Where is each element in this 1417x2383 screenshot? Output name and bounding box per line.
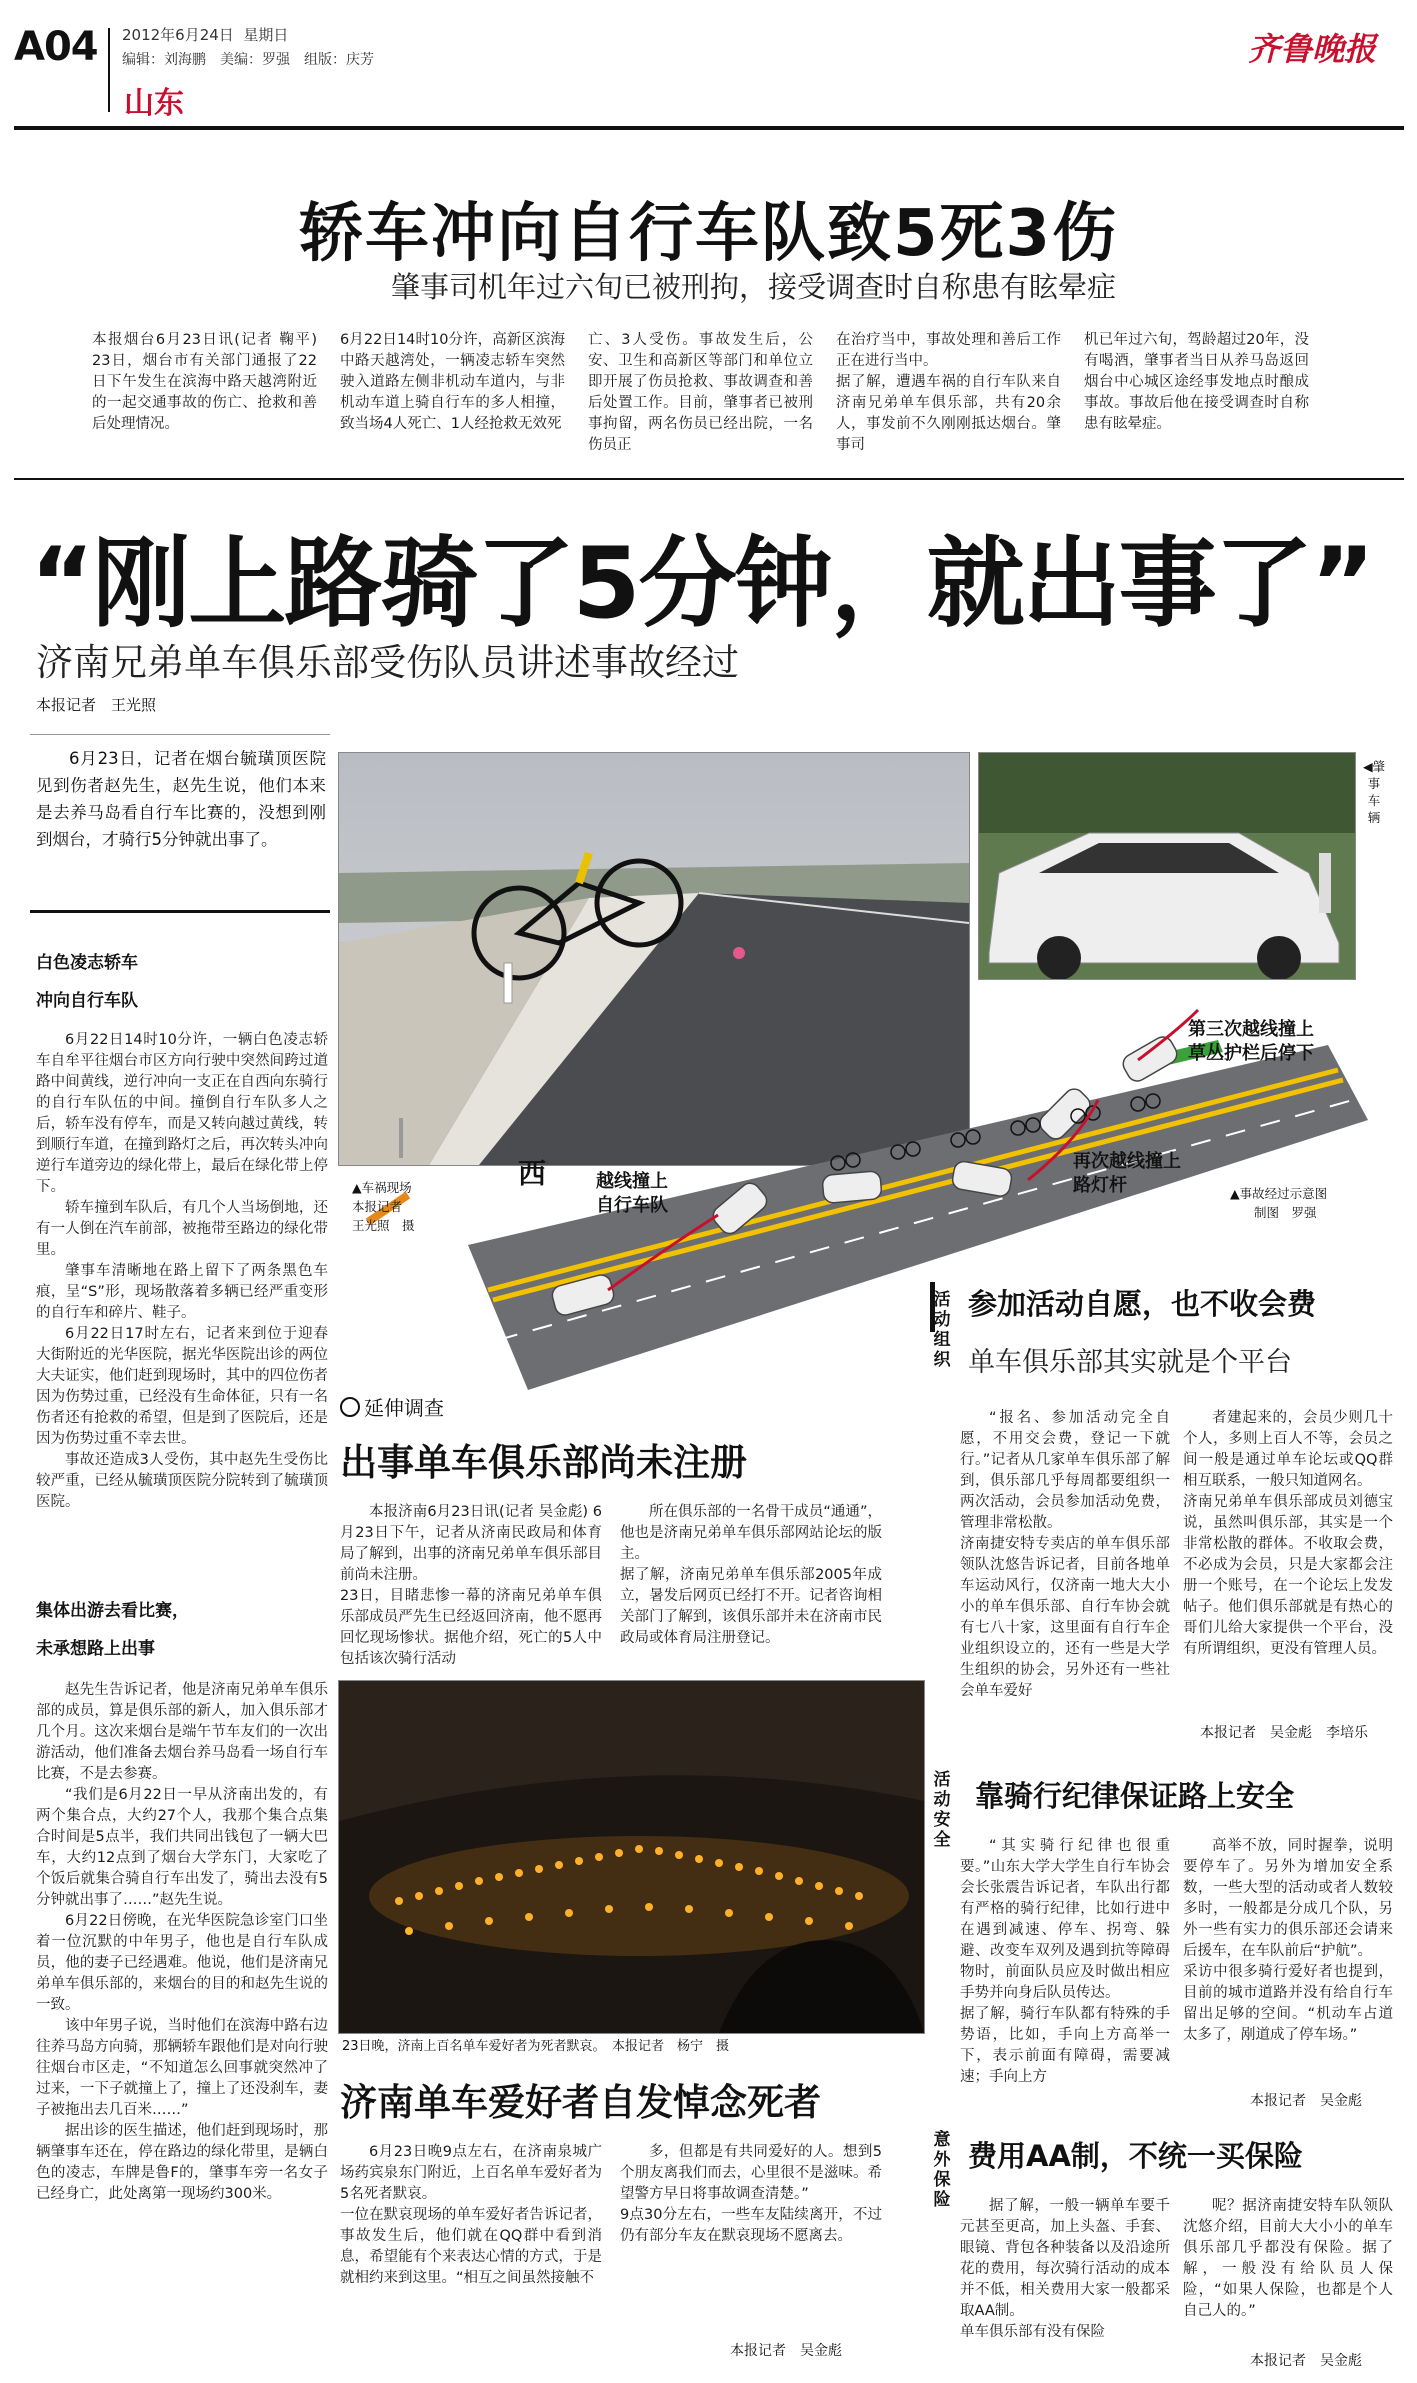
paper-name: 齐鲁晚报 <box>1248 30 1377 68</box>
diagram-caption-2: 制图 罗强 <box>1254 1205 1317 1220</box>
story2-subhead-2a: 集体出游去看比赛， <box>36 1601 189 1621</box>
kicker-text: 延伸调查 <box>364 1396 444 1420</box>
diagram-caption-1: ▲事故经过示意图 <box>1230 1186 1328 1201</box>
vigil-photo <box>338 1680 925 2034</box>
story2-p1: 6月22日14时10分许，一辆白色凌志轿车自牟平往烟台市区方向行驶中突然间跨过道路中间黄线，逆行冲向一支正在自西向东骑行的自行车队伍的中间。撞倒自行车队多人之后，轿车没有停车，而是又转向越过黄线，转到顺行车道，在撞到路灯之后，再次转头冲向逆行车道旁边的绿化带上，最后在绿化带上停下。 <box>36 1032 328 1195</box>
story4-col-2: 多，但都是有共同爱好的人。想到5个朋友离我们而去，心里很不是滋味。希望警方早日将事故调查清楚。” 9点30分左右，一些车友陆续离开，不过仍有部分车友在默哀现场不愿离去。 <box>620 2144 882 2244</box>
story3-kicker <box>340 1392 444 1421</box>
diagram-label-3: 第三次越线撞上 草丛护栏后停下 <box>1188 1019 1314 1064</box>
section-name: 山东 <box>124 86 184 121</box>
side3-col-2: 呢？据济南捷安特车队领队沈悠介绍，目前大大小小的单车俱乐部几乎都没有保险。据了解，一般没有给队员人保险，“如果人保险，也都是个人自己人的。” <box>1183 2198 1393 2319</box>
vigil-caption: 23日晚，济南上百名单车爱好者为死者默哀。 本报记者 杨宁 摄 <box>342 2039 730 2054</box>
story2-p10: 据出诊的医生描述，他们赶到现场时，那辆肇事车还在，停在路边的绿化带里，是辆白色的凌志，车牌是鲁F的，肇事车旁一名女子已经身亡，此处离第一现场约300米。 <box>36 2123 328 2202</box>
story3-col-1: 本报济南6月23日讯(记者 吴金彪) 6月23日下午，记者从济南民政局和体育局了解到，出事的济南兄弟单车俱乐部目前尚未注册。 23日，目睹悲惨一幕的济南兄弟单车俱乐部成员严先生已经返回济南，他不愿再回忆现场惨状。据他介绍，死亡的5人中包括该次骑行活动 <box>340 1504 602 1667</box>
story2-subhead-2b: 未承想路上出事 <box>36 1639 155 1659</box>
lead-top-rule <box>30 734 330 735</box>
side2-title: 靠骑行纪律保证路上安全 <box>975 1779 1295 1813</box>
page-code: A04 <box>14 24 98 70</box>
side3-tag: 意外保险 <box>933 2130 951 2210</box>
side2-col-2: 高举不放，同时握拳，说明要停车了。另外为增加安全系数，一些大型的活动或者人数较多时，一般都是分成几个队，另外一些有实力的俱乐部还会请来后援车，在车队前后“护航”。 采访中很多骑行爱好者也提到，目前的城市道路并没有给自行车留出足够的空间。“机动车占道太多了，剐道成了停车场。” <box>1183 1838 1393 2043</box>
story1-col-5: 机已年过六旬，驾龄超过20年，没有喝酒，肇事者当日从养马岛返回烟台中心城区途经事发地点时酿成事故。事故后他在接受调查时自称患有眩晕症。 <box>1084 332 1309 432</box>
story3-title: 出事单车俱乐部尚未注册 <box>340 1441 747 1484</box>
header-editors: 编辑：刘海鹏 美编：罗强 组版：庆芳 <box>122 52 374 68</box>
story1-bottom-rule <box>14 478 1404 480</box>
story2-p9: 该中年男子说，当时他们在滨海中路右边往养马岛方向骑，那辆轿车跟他们是对向行驶往烟台市区走，“不知道怎么回事就突然冲了过来，一下子就撞上了，撞上了还没刹车，妻子被拖出去几百米……” <box>36 2018 328 2118</box>
side2-col-1: “其实骑行纪律也很重要。”山东大学大学生自行车协会会长张震告诉记者，车队出行都有严格的骑行纪律，比如行进中在遇到减速、停车、拐弯、躲避、改变车双列及遇到抗等障碍物时，前面队员应及时做出相应手势并向身后队员传达。 据了解，骑行车队都有特殊的手势语，比如，手向上方高举一下，表示前面有障碍，需要减速；手向上方 <box>960 1838 1170 2085</box>
story4-title: 济南单车爱好者自发悼念死者 <box>340 2081 821 2124</box>
diagram-caption <box>1230 1184 1327 1222</box>
crashed-car-photo <box>978 752 1356 980</box>
story2-lead: 6月23日，记者在烟台毓璜顶医院见到伤者赵先生，赵先生说，他们本来是去养马岛看自行车比赛的，没想到刚到烟台，才骑行5分钟就出事了。 <box>36 749 326 849</box>
side1-subtitle: 单车俱乐部其实就是个平台 <box>968 1347 1292 1378</box>
story1-col-2: 6月22日14时10分许，高新区滨海中路天越湾处，一辆凌志轿车突然驶入道路左侧非机动车道内，与非机动车道上骑自行车的多人相撞，致当场4人死亡、1人经抢救无效死 <box>340 332 565 432</box>
scene-caption <box>352 1178 415 1235</box>
story2-subtitle: 济南兄弟单车俱乐部受伤队员讲述事故经过 <box>36 641 739 684</box>
diagram-west-label: 西 <box>518 1157 547 1190</box>
scene-caption-3: 王光照 摄 <box>352 1218 415 1233</box>
story1-title: 轿车冲向自行车队致5死3伤 <box>298 197 1119 271</box>
side2-byline: 本报记者 吴金彪 <box>1250 2093 1362 2109</box>
side3-col-1: 据了解，一般一辆单车要千元甚至更高，加上头盔、手套、眼镜、背包各种装备以及沿途所花的费用，每次骑行活动的成本并不低，相关费用大家一般都采取AA制。 单车俱乐部有没有保险 <box>960 2198 1170 2340</box>
scene-caption-2: 本报记者 <box>352 1199 403 1214</box>
header-rule <box>14 126 1404 130</box>
kicker-icon <box>340 1397 360 1417</box>
side1-byline: 本报记者 吴金彪 李培乐 <box>1200 1725 1368 1741</box>
diagram-label-2: 再次越线撞上 路灯杆 <box>1073 1151 1181 1196</box>
date-text: 2012年6月24日 <box>122 26 234 44</box>
story2-body-2 <box>36 1680 328 2380</box>
story1-col-4: 在治疗当中，事故处理和善后工作正在进行当中。 据了解，遭遇车祸的自行车队来自济南兄弟单车俱乐部，共有20余人，事发前不久刚刚抵达烟台。肇事司 <box>836 332 1061 453</box>
diagram-label-1: 越线撞上 自行车队 <box>596 1171 668 1216</box>
story2-p5: 事故还造成3人受伤，其中赵先生受伤比较严重，已经从毓璜顶医院分院转到了毓璜顶医院。 <box>36 1452 328 1510</box>
story2-p2: 轿车撞到车队后，有几个人当场倒地，还有一人倒在汽车前部，被拖带至路边的绿化带里。 <box>36 1200 328 1258</box>
header-divider-vertical <box>108 28 110 112</box>
side1-title: 参加活动自愿，也不收会费 <box>968 1287 1317 1321</box>
side1-tag: 活动组织 <box>933 1290 951 1370</box>
side3-title: 费用AA制，不统一买保险 <box>968 2139 1303 2173</box>
story4-byline: 本报记者 吴金彪 <box>730 2343 842 2359</box>
story2-title: “刚上路骑了5分钟，就出事了” <box>30 527 1374 641</box>
story1-col-1: 本报烟台6月23日讯(记者 鞠平) 23日，烟台市有关部门通报了22日下午发生在滨海中路天越湾附近的一起交通事故的伤亡、抢救和善后处理情况。 <box>92 332 317 432</box>
car-illustration <box>979 753 1355 979</box>
story2-p8: 6月22日傍晚，在光华医院急诊室门口坐着一位沉默的中年男子，他也是自行车队成员，他的妻子已经遇难。他说，他们是济南兄弟单车俱乐部的，来烟台的目的和赵先生说的一致。 <box>36 1913 328 2013</box>
side1-col-2: 者建起来的，会员少则几十个人，多则上百人不等，会员之间一般是通过单车论坛或QQ群相互联系，一般只知道网名。 济南兄弟单车俱乐部成员刘德宝说，虽然叫俱乐部，其实是一个非常松散的群体。不收取会费，不必成为会员，只是大家都会注册一个账号，在一个论坛上发发帖子。他们俱乐部就是有热心的哥们儿给大家提供一个平台，没有所谓组织，更没有管理人员。 <box>1183 1410 1393 1657</box>
story2-p6: 赵先生告诉记者，他是济南兄弟单车俱乐部的成员，算是俱乐部的新人，加入俱乐部才几个月。这次来烟台是端午节车友们的一次出游活动，他们准备去烟台养马岛看一场自行车比赛，不是去参赛。 <box>36 1682 328 1782</box>
story1-col-3: 亡、3人受伤。事故发生后，公安、卫生和高新区等部门和单位立即开展了伤员抢救、事故调查和善后处置工作。目前，肇事者已被刑事拘留，两名伤员已经出院，一名伤员正 <box>588 332 813 453</box>
story4-col-1: 6月23日晚9点左右，在济南泉城广场药宾泉东门附近，上百名单车爱好者为5名死者默哀。 一位在默哀现场的单车爱好者告诉记者，事故发生后，他们就在QQ群中看到消息，希望能有个来表达心情的方式，于是就相约来到这里。“相互之间虽然接触不 <box>340 2144 602 2286</box>
story2-p4: 6月22日17时左右，记者来到位于迎春大街附近的光华医院，据光华医院出诊的两位大夫证实，他们赶到现场时，其中的四位伤者因为伤势过重，已经没有生命体征，只有一名伤者还有抢救的希望，但是到了医院后，还是因为伤势过重不幸去世。 <box>36 1326 328 1447</box>
header-date <box>122 24 288 45</box>
weekday-text: 星期日 <box>243 26 289 44</box>
side3-byline: 本报记者 吴金彪 <box>1250 2353 1362 2369</box>
story2-body-1 <box>36 1030 328 1565</box>
vigil-illustration <box>339 1681 924 2033</box>
side2-tag: 活动安全 <box>933 1770 951 1850</box>
story2-p7: “我们是6月22日一早从济南出发的，有两个集合点，大约27个人，我那个集合点集合时间是5点半，我们共同出钱包了一辆大巴车，大约12点到了烟台大学东门，大家吃了个饭后就集合骑自行车出发了，骑出去没有5分钟就出事了……”赵先生说。 <box>36 1787 328 1908</box>
story2-subhead-1b: 冲向自行车队 <box>36 991 138 1011</box>
side1-col-1: “报名、参加活动完全自愿，不用交会费，登记一下就行。”记者从几家单车俱乐部了解到，俱乐部几乎每周都要组织一两次活动，会员参加活动免费，管理非常松散。 济南捷安特专卖店的单车俱乐部领队沈悠告诉记者，目前各地单车运动风行，仅济南一地大大小小的单车俱乐部、自行车协会就有七八十家，这里面有自行车企业组织设立的，还有一些是大学生组织的协会，另外还有一些社会单车爱好 <box>960 1410 1170 1699</box>
story2-subhead-1a: 白色凌志轿车 <box>36 953 138 973</box>
lead-bottom-rule <box>30 910 330 913</box>
story2-p3: 肇事车清晰地在路上留下了两条黑色车痕，呈“S”形，现场散落着多辆已经严重变形的自行车和碎片、鞋子。 <box>36 1263 328 1321</box>
scene-caption-1: ▲车祸现场 <box>352 1180 412 1195</box>
story1-subtitle: 肇事司机年过六旬已被刑拘，接受调查时自称患有眩晕症 <box>390 270 1116 304</box>
car-photo-caption: ◀肇事车辆 <box>1362 759 1386 825</box>
story2-byline: 本报记者 王光照 <box>36 696 157 714</box>
story3-col-2: 所在俱乐部的一名骨干成员“通通”，他也是济南兄弟单车俱乐部网站论坛的版主。 据了解，济南兄弟单车俱乐部2005年成立，暑发后网页已经打不开。记者咨询相关部门了解到，该俱乐部并未在济南市民政局或体育局注册登记。 <box>620 1504 882 1646</box>
